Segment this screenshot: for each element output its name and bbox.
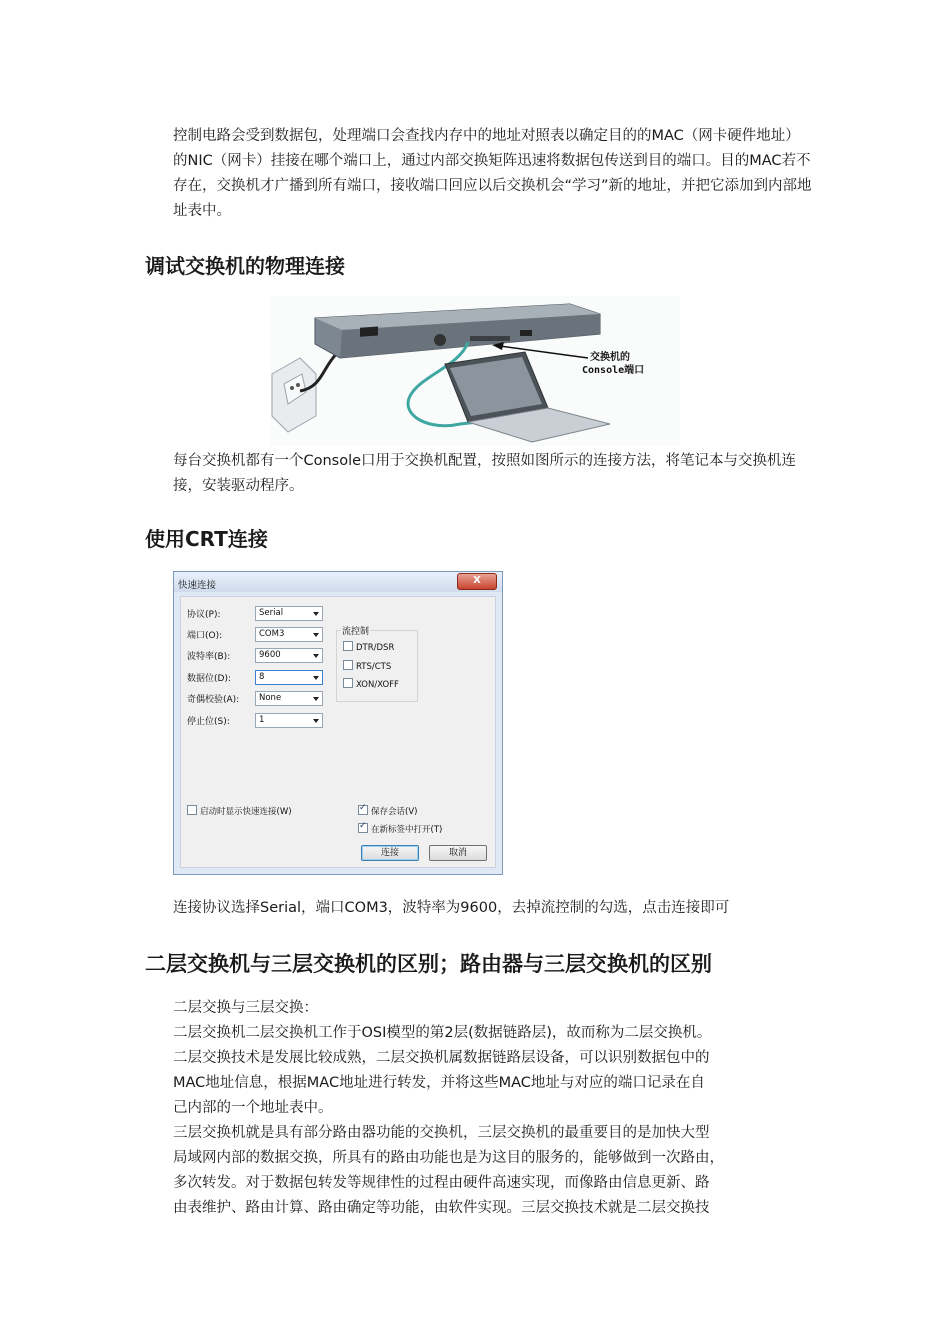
- rts-cts-checkbox[interactable]: RTS/CTS: [343, 660, 391, 672]
- section-heading-switch-comparison: 二层交换机与三层交换机的区别；路由器与三层交换机的区别: [145, 952, 712, 976]
- data-bits-label: 数据位(D):: [187, 674, 231, 684]
- chevron-down-icon: [313, 697, 319, 701]
- dtr-dsr-checkbox[interactable]: DTR/DSR: [343, 641, 394, 653]
- switch-device-icon: [315, 304, 600, 358]
- callout-label-line1: 交换机的: [590, 352, 630, 363]
- protocol-label: 协议(P):: [187, 610, 221, 620]
- text-line: 多次转发。对于数据包转发等规律性的过程由硬件高速实现，而像路由信息更新、路: [173, 1175, 710, 1191]
- chevron-down-icon: [313, 654, 319, 658]
- text-line: 二层交换与三层交换：: [173, 1000, 318, 1016]
- baud-rate-select[interactable]: 9600: [255, 648, 323, 663]
- stop-bits-select[interactable]: 1: [255, 713, 323, 728]
- cancel-button[interactable]: 取消: [429, 845, 487, 861]
- show-on-startup-checkbox[interactable]: 启动时显示快速连接(W): [187, 805, 292, 817]
- flow-control-group: [336, 627, 418, 702]
- power-outlet-icon: [272, 358, 316, 432]
- dialog-titlebar[interactable]: [174, 572, 502, 592]
- checkbox-checked-icon: [358, 805, 368, 815]
- stop-bits-label: 停止位(S):: [187, 717, 230, 727]
- quick-connect-dialog: [173, 571, 503, 875]
- checkbox-icon: [343, 678, 353, 688]
- protocol-select[interactable]: Serial: [255, 606, 323, 621]
- save-session-checkbox[interactable]: ✓ 保存会话(V): [358, 805, 417, 817]
- data-bits-select[interactable]: 8: [255, 670, 323, 685]
- parity-select[interactable]: None: [255, 691, 323, 706]
- text-line: MAC地址信息，根据MAC地址进行转发，并将这些MAC地址与对应的端口记录在自: [173, 1075, 705, 1091]
- port-select[interactable]: COM3: [255, 627, 323, 642]
- text-line: 局域网内部的数据交换，所具有的路由功能也是为这目的服务的，能够做到一次路由，: [173, 1150, 724, 1166]
- checkbox-icon: [187, 805, 197, 815]
- chevron-down-icon: [313, 719, 319, 723]
- text-line: 二层交换技术是发展比较成熟，二层交换机属数据链路层设备，可以识别数据包中的: [173, 1050, 710, 1066]
- connect-button[interactable]: 连接: [361, 845, 419, 861]
- text-line: 三层交换机就是具有部分路由器功能的交换机，三层交换机的最重要目的是加快大型: [173, 1125, 710, 1141]
- intro-paragraph: 控制电路会受到数据包，处理端口会查找内存中的地址对照表以确定目的的MAC（网卡硬件地址）的NIC（网卡）挂接在哪个端口上，通过内部交换矩阵迅速将数据包传送到目的端口。目的MAC若不存在，交换机才广播到所有端口，接收端口回应以后交换机会“学习”新的地址，并把它添加到内部地址表中。: [173, 128, 812, 219]
- dialog-client-area: [180, 596, 496, 868]
- checkbox-icon: [343, 660, 353, 670]
- chevron-down-icon: [313, 676, 319, 680]
- switch-console-connection-figure: [270, 296, 680, 446]
- callout-label-line2: Console端口: [582, 365, 645, 376]
- section-heading-physical-connection: 调试交换机的物理连接: [145, 254, 345, 278]
- crt-settings-paragraph: 连接协议选择Serial，端口COM3，波特率为9600，去掉流控制的勾选，点击连接即可: [173, 900, 730, 916]
- text-line: 己内部的一个地址表中。: [173, 1100, 333, 1116]
- comparison-paragraph: [173, 996, 813, 1221]
- checkbox-checked-icon: [358, 823, 368, 833]
- open-in-tab-checkbox[interactable]: ✓在新标签中打开(T): [358, 823, 442, 835]
- port-label: 端口(O):: [187, 631, 223, 641]
- text-line: 二层交换机二层交换机工作于OSI模型的第2层(数据链路层)，故而称为二层交换机。: [173, 1025, 712, 1041]
- checkbox-icon: [343, 641, 353, 651]
- xon-xoff-checkbox[interactable]: XON/XOFF: [343, 678, 399, 690]
- baud-rate-label: 波特率(B):: [187, 652, 231, 662]
- console-paragraph: 每台交换机都有一个Console口用于交换机配置，按照如图所示的连接方法，将笔记本与交换机连接，安装驱动程序。: [173, 453, 797, 494]
- chevron-down-icon: [313, 612, 319, 616]
- dialog-title: 快速连接: [178, 580, 217, 591]
- close-button[interactable]: X: [457, 573, 497, 590]
- parity-label: 奇偶校验(A):: [187, 695, 240, 705]
- chevron-down-icon: [313, 633, 319, 637]
- flow-control-legend: 流控制: [341, 624, 370, 637]
- section-heading-crt: 使用CRT连接: [145, 527, 268, 551]
- text-line: 由表维护、路由计算、路由确定等功能，由软件实现。三层交换技术就是二层交换技: [173, 1200, 710, 1216]
